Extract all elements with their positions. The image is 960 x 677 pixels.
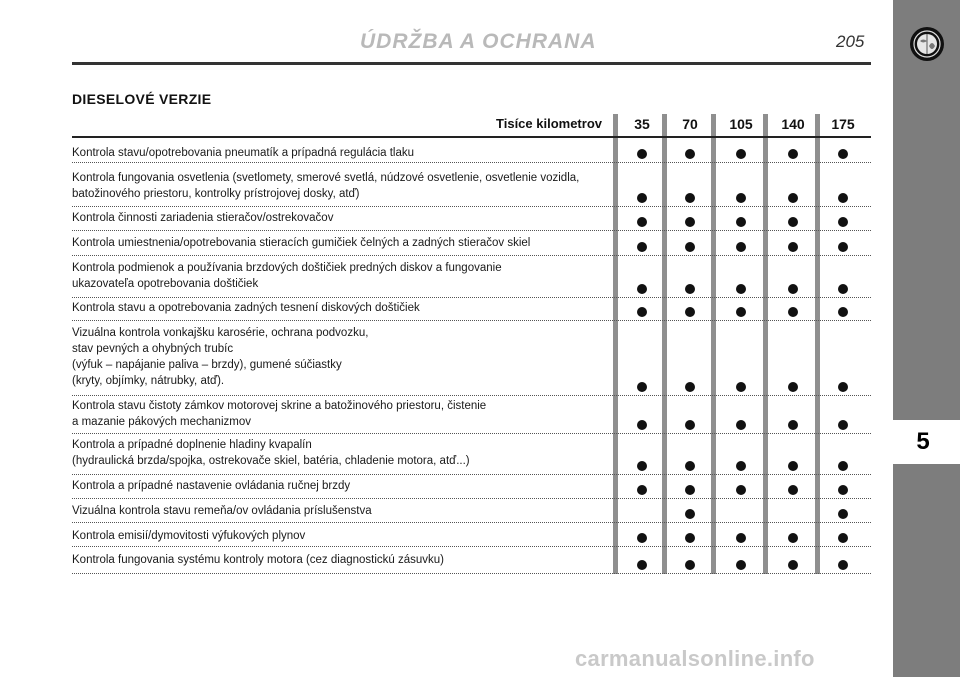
watermark: carmanualsonline.info: [575, 646, 815, 671]
table-row-text: Vizuálna kontrola vonkajšku karosérie, ochrana podvozku, stav pevných a ohybných trubíc (výfuk – napájanie paliva – brzdy), gumené súčiastky (kryty, objímky, nátrubky, atď).: [72, 327, 369, 387]
chapter-tab: 5: [886, 420, 960, 464]
interval-dot-70: [685, 485, 695, 495]
interval-dot-35: [637, 307, 647, 317]
table-row-text: Kontrola fungovania systému kontroly motora (cez diagnostickú zásuvku): [72, 554, 445, 566]
interval-dot-70: [685, 560, 695, 570]
page-number: 205: [836, 32, 865, 51]
table-row-text: Kontrola emisií/dymovitosti výfukových plynov: [72, 530, 306, 542]
interval-dot-105: [736, 382, 746, 392]
interval-dot-70: [685, 242, 695, 252]
interval-dot-70: [685, 193, 695, 203]
column-header-70: 70: [682, 116, 698, 132]
interval-dot-105: [736, 217, 746, 227]
table-row-text: Kontrola a prípadné nastavenie ovládania ručnej brzdy: [72, 480, 351, 492]
interval-dot-175: [838, 217, 848, 227]
interval-dot-105: [736, 284, 746, 294]
row-divider: [72, 546, 871, 547]
interval-dot-70: [685, 307, 695, 317]
interval-dot-35: [637, 217, 647, 227]
interval-dot-140: [788, 420, 798, 430]
interval-dot-35: [637, 420, 647, 430]
interval-dot-175: [838, 533, 848, 543]
column-header-35: 35: [634, 116, 650, 132]
row-divider: [72, 498, 871, 499]
interval-dot-70: [685, 217, 695, 227]
table-row-text: Kontrola činnosti zariadenia stieračov/ostrekovačov: [72, 212, 334, 224]
interval-dot-140: [788, 217, 798, 227]
table-row-text: Kontrola podmienok a používania brzdových doštičiek predných diskov a fungovanie ukazovateľa opotrebovania doštičiek: [72, 262, 502, 290]
interval-dot-35: [637, 533, 647, 543]
interval-dot-35: [637, 485, 647, 495]
table-row-text: Kontrola fungovania osvetlenia (svetlomety, smerové svetlá, núdzové osvetlenie, osvetlenie vozidla, batožinového priestoru, kontrolky prístrojovej dosky, atď): [72, 172, 580, 200]
interval-dot-175: [838, 461, 848, 471]
column-header-140: 140: [781, 116, 805, 132]
interval-dot-70: [685, 149, 695, 159]
interval-dot-105: [736, 149, 746, 159]
interval-dot-35: [637, 461, 647, 471]
interval-dot-140: [788, 307, 798, 317]
interval-dot-105: [736, 193, 746, 203]
row-divider: [72, 230, 871, 231]
table-row-text: Vizuálna kontrola stavu remeňa/ov ovládania príslušenstva: [72, 505, 372, 517]
interval-dot-105: [736, 560, 746, 570]
interval-dot-140: [788, 382, 798, 392]
table-row-text: Kontrola a prípadné doplnenie hladiny kvapalín (hydraulická brzda/spojka, ostrekovače skiel, batéria, chladenie motora, atď...): [72, 439, 470, 467]
interval-dot-175: [838, 382, 848, 392]
row-divider: [72, 522, 871, 523]
interval-dot-35: [637, 149, 647, 159]
interval-dot-175: [838, 420, 848, 430]
row-divider: [72, 573, 871, 574]
interval-dot-105: [736, 485, 746, 495]
interval-dot-70: [685, 382, 695, 392]
interval-dot-70: [685, 284, 695, 294]
interval-dot-175: [838, 560, 848, 570]
row-divider: [72, 206, 871, 207]
interval-dot-35: [637, 242, 647, 252]
interval-dot-105: [736, 533, 746, 543]
row-divider: [72, 474, 871, 475]
interval-dot-140: [788, 560, 798, 570]
interval-dot-70: [685, 461, 695, 471]
interval-dot-35: [637, 560, 647, 570]
table-row-text: Kontrola stavu a opotrebovania zadných tesnení diskových doštičiek: [72, 302, 420, 314]
row-divider: [72, 255, 871, 256]
section-title: DIESELOVÉ VERZIE: [72, 91, 212, 107]
kilometers-label: Tisíce kilometrov: [496, 116, 602, 131]
table-row-text: Kontrola umiestnenia/opotrebovania stieracích gumičiek čelných a zadných stieračov skiel: [72, 237, 531, 249]
column-header-175: 175: [831, 116, 855, 132]
table-row-text: Kontrola stavu/opotrebovania pneumatík a prípadná regulácia tlaku: [72, 147, 415, 159]
interval-dot-140: [788, 485, 798, 495]
column-header-105: 105: [729, 116, 753, 132]
interval-dot-140: [788, 193, 798, 203]
row-divider: [72, 433, 871, 434]
interval-dot-175: [838, 149, 848, 159]
row-divider: [72, 162, 871, 163]
interval-dot-105: [736, 461, 746, 471]
row-divider: [72, 395, 871, 396]
interval-dot-175: [838, 307, 848, 317]
row-divider: [72, 297, 871, 298]
interval-dot-70: [685, 533, 695, 543]
interval-dot-175: [838, 284, 848, 294]
page-title: ÚDRŽBA A OCHRANA: [360, 30, 597, 53]
interval-dot-70: [685, 509, 695, 519]
interval-dot-140: [788, 242, 798, 252]
interval-dot-35: [637, 193, 647, 203]
interval-dot-175: [838, 242, 848, 252]
interval-dot-35: [637, 284, 647, 294]
interval-dot-105: [736, 242, 746, 252]
interval-dot-105: [736, 307, 746, 317]
interval-dot-140: [788, 149, 798, 159]
interval-dot-140: [788, 533, 798, 543]
interval-dot-140: [788, 284, 798, 294]
interval-dot-105: [736, 420, 746, 430]
interval-dot-70: [685, 420, 695, 430]
interval-dot-175: [838, 485, 848, 495]
row-divider: [72, 320, 871, 321]
table-row-text: Kontrola stavu čistoty zámkov motorovej skrine a batožinového priestoru, čistenie a mazanie pákových mechanizmov: [72, 400, 487, 428]
interval-dot-35: [637, 382, 647, 392]
interval-dot-175: [838, 193, 848, 203]
interval-dot-175: [838, 509, 848, 519]
interval-dot-140: [788, 461, 798, 471]
